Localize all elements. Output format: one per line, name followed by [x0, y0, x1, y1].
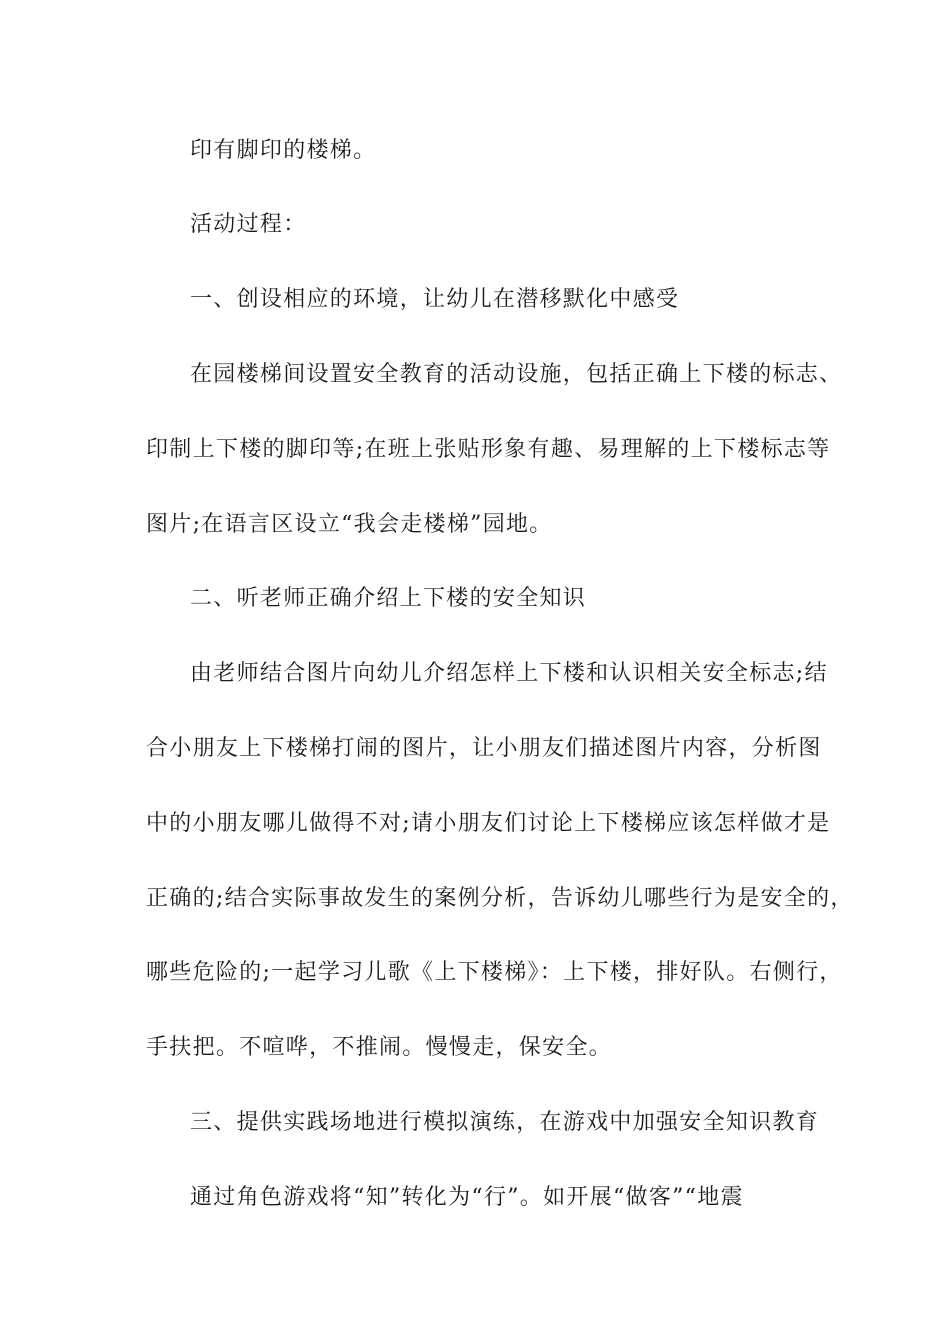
paragraph-line-8: 正确的;结合实际事故发生的案例分析，告诉幼儿哪些行为是安全的，: [146, 886, 854, 911]
paragraph-line-3: 印制上下楼的脚印等;在班上张贴形象有趣、易理解的上下楼标志等: [146, 437, 831, 462]
section-heading-2: 二、听老师正确介绍上下楼的安全知识: [190, 586, 587, 611]
paragraph-line-11: 通过角色游戏将“知”转化为“行”。如开展“做客”“地震: [190, 1185, 744, 1210]
paragraph-line-7: 中的小朋友哪儿做得不对;请小朋友们讨论上下楼梯应该怎样做才是: [146, 811, 831, 836]
paragraph-line-6: 合小朋友上下楼梯打闹的图片，让小朋友们描述图片内容，分析图: [146, 736, 822, 761]
paragraph-line-2: 在园楼梯间设置安全教育的活动设施，包括正确上下楼的标志、: [190, 362, 843, 387]
paragraph-line-10: 手扶把。不喧哗，不推闹。慢慢走，保安全。: [146, 1035, 613, 1060]
paragraph-line-4: 图片;在语言区设立“我会走楼梯”园地。: [146, 512, 553, 537]
section-heading-activity-process: 活动过程：: [190, 212, 307, 237]
paragraph-line-1: 印有脚印的楼梯。: [190, 138, 377, 163]
section-heading-1: 一、创设相应的环境，让幼儿在潜移默化中感受: [190, 287, 680, 312]
paragraph-line-9: 哪些危险的;一起学习儿歌《上下楼梯》：上下楼，排好队。右侧行，: [146, 960, 843, 985]
paragraph-line-5: 由老师结合图片向幼儿介绍怎样上下楼和认识相关安全标志;结: [190, 661, 828, 686]
section-heading-3: 三、提供实践场地进行模拟演练，在游戏中加强安全知识教育: [190, 1110, 820, 1135]
